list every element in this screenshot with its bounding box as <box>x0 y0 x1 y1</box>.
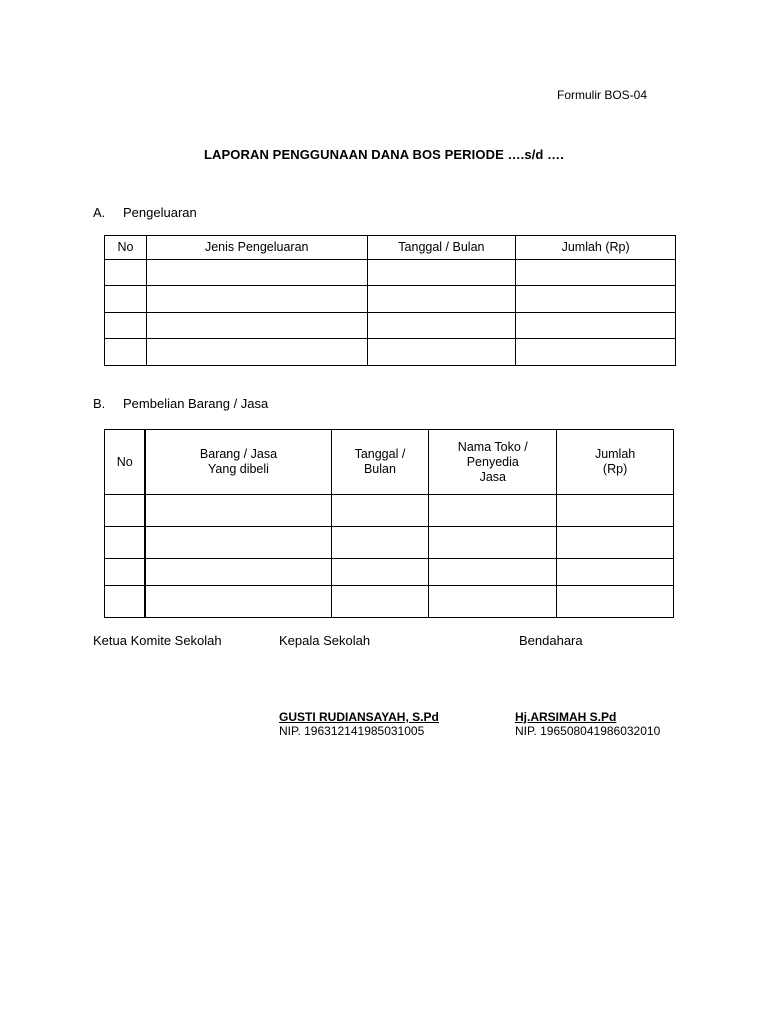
section-b-heading <box>93 396 268 411</box>
table-cell <box>429 559 557 586</box>
table-cell <box>146 339 367 366</box>
section-a-label: Pengeluaran <box>123 205 197 220</box>
header-cell: Jumlah (Rp) <box>516 236 676 260</box>
section-b-letter: B. <box>93 396 106 411</box>
table-row <box>105 313 676 339</box>
purchase-table <box>104 429 674 618</box>
purchase-table-header <box>105 430 674 495</box>
kepala-name: GUSTI RUDIANSAYAH, S.Pd <box>279 710 439 724</box>
table-cell <box>516 286 676 313</box>
header-cell: Jenis Pengeluaran <box>146 236 367 260</box>
table-cell <box>146 286 367 313</box>
signature-kepala-label: Kepala Sekolah <box>279 633 371 648</box>
table-cell <box>105 339 147 366</box>
table-cell <box>105 260 147 286</box>
section-a-letter: A. <box>93 205 106 220</box>
header-cell: No <box>105 236 147 260</box>
table-cell <box>105 586 146 618</box>
table-cell <box>146 313 367 339</box>
expense-table-header <box>105 236 676 260</box>
table-row <box>105 286 676 313</box>
header-cell: Tanggal / Bulan <box>367 236 516 260</box>
signature-komite-label: Ketua Komite Sekolah <box>93 633 222 648</box>
kepala-signature-block <box>279 710 439 738</box>
header-cell: No <box>105 430 146 495</box>
table-cell <box>557 559 674 586</box>
page-title: LAPORAN PENGGUNAAN DANA BOS PERIODE ….s/d …. <box>203 147 564 162</box>
table-cell <box>146 260 367 286</box>
table-cell <box>105 527 146 559</box>
table-cell <box>105 495 146 527</box>
table-cell <box>331 586 429 618</box>
table-cell <box>429 527 557 559</box>
table-cell <box>145 495 331 527</box>
bendahara-name: Hj.ARSIMAH S.Pd <box>515 710 617 724</box>
table-row <box>105 495 674 527</box>
table-cell <box>105 286 147 313</box>
header-cell: Barang / Jasa Yang dibeli <box>145 430 331 495</box>
table-cell <box>367 260 516 286</box>
table-cell <box>331 495 429 527</box>
kepala-nip: NIP. 196312141985031005 <box>279 724 425 738</box>
table-cell <box>145 527 331 559</box>
table-cell <box>367 286 516 313</box>
table-cell <box>105 559 146 586</box>
section-a-heading <box>93 205 197 220</box>
form-code: Formulir BOS-04 <box>557 88 648 102</box>
table-row <box>105 339 676 366</box>
table-row <box>105 586 674 618</box>
bendahara-nip: NIP. 196508041986032010 <box>515 724 661 738</box>
signature-bendahara-label: Bendahara <box>519 633 583 648</box>
table-cell <box>367 339 516 366</box>
table-cell <box>429 495 557 527</box>
table-row <box>105 260 676 286</box>
table-cell <box>429 586 557 618</box>
bendahara-signature-block <box>515 710 660 738</box>
table-cell <box>105 313 147 339</box>
table-row <box>105 559 674 586</box>
header-cell: Jumlah (Rp) <box>557 430 674 495</box>
table-cell <box>331 559 429 586</box>
table-cell <box>145 559 331 586</box>
table-row <box>105 527 674 559</box>
section-b-label: Pembelian Barang / Jasa <box>123 396 269 411</box>
table-cell <box>367 313 516 339</box>
table-cell <box>145 586 331 618</box>
expense-table <box>104 235 676 366</box>
table-cell <box>557 527 674 559</box>
table-cell <box>516 260 676 286</box>
table-cell <box>331 527 429 559</box>
table-cell <box>516 313 676 339</box>
header-cell: Tanggal / Bulan <box>331 430 429 495</box>
table-cell <box>516 339 676 366</box>
table-cell <box>557 495 674 527</box>
table-cell <box>557 586 674 618</box>
header-cell: Nama Toko / Penyedia Jasa <box>429 430 557 495</box>
